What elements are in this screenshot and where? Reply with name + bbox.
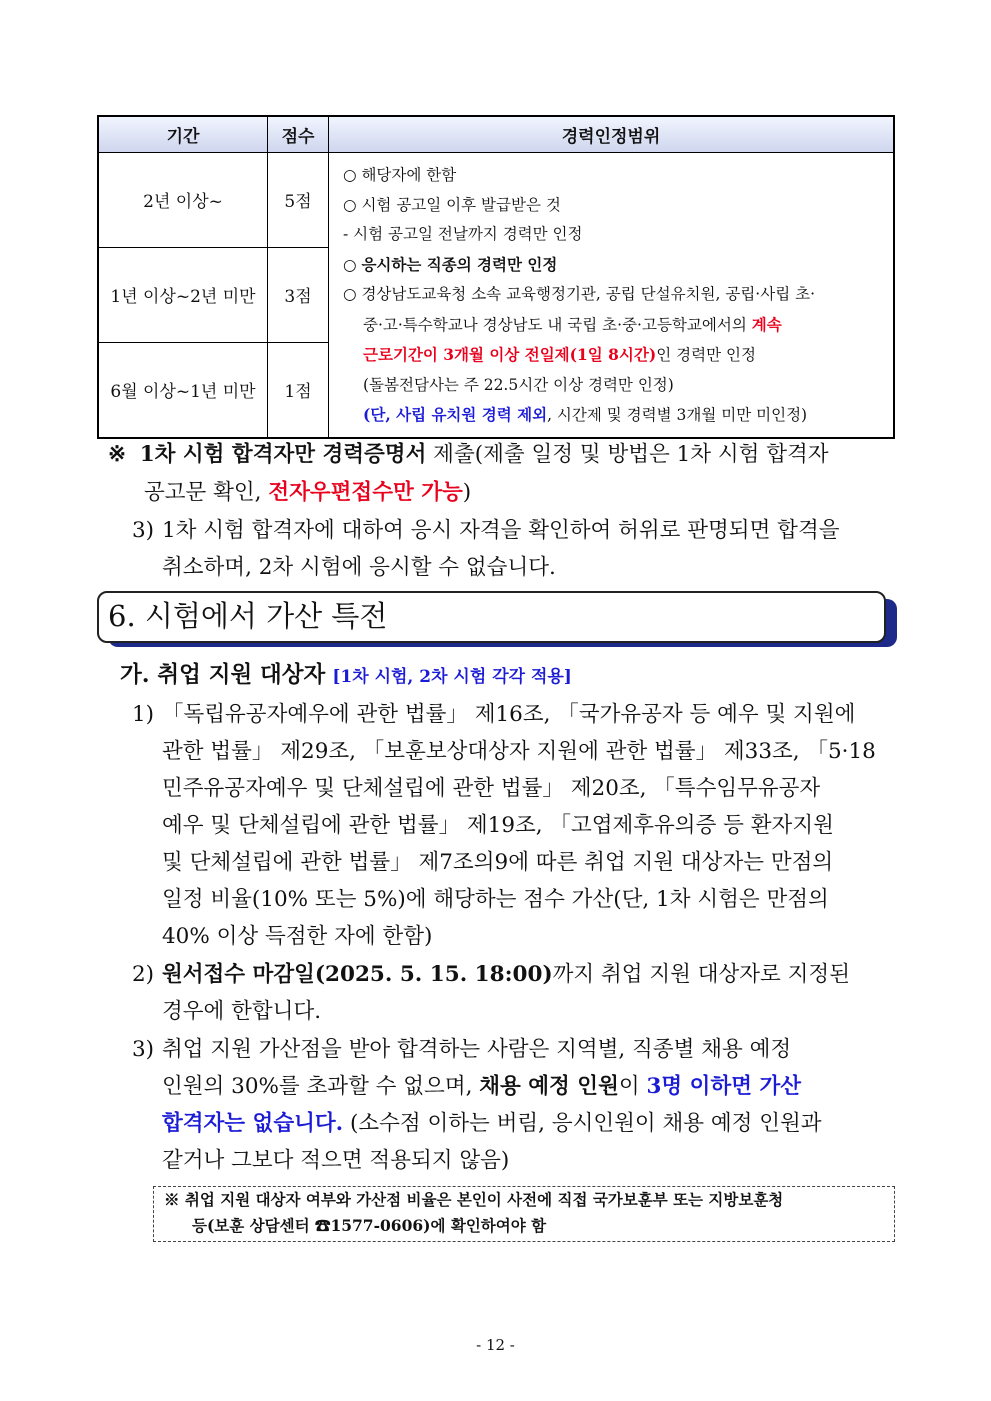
item3-number: 3): [132, 518, 155, 543]
career-table: [97, 115, 895, 439]
p2-line: 경우에 한합니다.: [162, 999, 322, 1024]
range-line: [343, 310, 883, 341]
p3-blue-text: 합격자는 없습니다.: [162, 1111, 344, 1136]
note-box: [153, 1186, 895, 1242]
table-row: [98, 153, 894, 248]
range-line: ○ 해당자에 한함: [343, 166, 457, 184]
range-line: ○ 시험 공고일 이후 발급받은 것: [343, 195, 561, 214]
period-cell: 6월 이상~1년 미만: [98, 342, 268, 437]
p1-number: 1): [132, 702, 155, 727]
notice-line-1: [108, 436, 829, 473]
range-cell: [329, 153, 895, 438]
p1-line: 「독립유공자예우에 관한 법률」 제16조, 「국가유공자 등 예우 및 지원에: [162, 702, 856, 727]
p1-line: 및 단체설립에 관한 법률」 제7조의9에 따른 취업 지원 대상자는 만점의: [162, 850, 834, 875]
range-red-text: 근로기간이 3개월 이상 전일제(1일 8시간): [363, 345, 657, 364]
p1-line: 관한 법률」 제29조, 「보훈보상대상자 지원에 관한 법률」 제33조, 「5·18: [162, 739, 876, 764]
score-cell: 5점: [268, 153, 329, 248]
range-line: - 시험 공고일 전날까지 경력만 인정: [343, 225, 583, 243]
p1-line: 민주유공자예우 및 단체설립에 관한 법률」 제20조, 「특수임무유공자: [162, 776, 821, 801]
notice-text: ): [462, 480, 472, 505]
page-number: - 12 -: [476, 1336, 515, 1354]
p2-number: 2): [132, 962, 155, 987]
range-line: (돌봄전담사는 주 22.5시간 이상 경력만 인정): [363, 375, 674, 394]
period-cell: 1년 이상~2년 미만: [98, 247, 268, 342]
range-emphasis: 응시하는 직종의 경력만 인정: [361, 254, 558, 274]
header-score: 점수: [268, 116, 329, 153]
header-period: 기간: [98, 116, 268, 153]
range-line: [343, 400, 883, 431]
subheading-tag: [1차 시험, 2차 시험 각각 적용]: [332, 667, 572, 687]
score-cell: 1점: [268, 342, 329, 437]
notice-mark: ※: [108, 442, 127, 467]
p3-body: [162, 1031, 822, 1179]
p1-line: 일정 비율(10% 또는 5%)에 해당하는 점수 가산(단, 1차 시험은 만점의: [162, 887, 829, 912]
period-cell: 2년 이상~: [98, 153, 268, 248]
p2-bold: 원서접수 마감일(2025. 5. 15. 18:00): [162, 962, 553, 987]
p1-line: 예우 및 단체설립에 관한 법률」 제19조, 「고엽제후유의증 등 환자지원: [162, 813, 834, 838]
score-cell: 3점: [268, 247, 329, 342]
p3-blue-text: 3명 이하면 가산: [646, 1074, 802, 1099]
subheading: [120, 658, 572, 694]
range-line: [343, 250, 883, 281]
p1-line: 40% 이상 득점한 자에 한함): [162, 924, 433, 949]
range-paren: (: [363, 405, 371, 424]
notice-bold: 1차 시험 합격자만 경력증명서: [139, 442, 427, 467]
range-line: ○ 경상남도교육청 소속 교육행정기관, 공립 단설유치원, 공립·사립 초·: [343, 285, 815, 303]
header-range: 경력인정범위: [329, 116, 895, 153]
notice-text: 공고문 확인,: [144, 480, 269, 505]
range-text: 중·고·특수학교나 경상남도 내 국립 초·중·고등학교에서의: [363, 315, 752, 334]
p3-line: [162, 1068, 822, 1105]
p2-line: [162, 956, 850, 993]
p2-text: 까지 취업 지원 대상자로 지정된: [552, 962, 850, 987]
table-header-row: [98, 116, 894, 153]
item3-line: 취소하며, 2차 시험에 응시할 수 없습니다.: [162, 555, 556, 580]
note-line: ※ 취업 지원 대상자 여부와 가산점 비율은 본인이 사전에 직접 국가보훈부 또는 지방보훈청: [164, 1190, 784, 1209]
section-title: 6. 시험에서 가산 특전: [108, 599, 388, 633]
note-line: 등(보훈 상담센터 ☎1577-0606)에 확인하여야 함: [192, 1216, 547, 1235]
notice-text: 제출(제출 일정 및 방법은 1차 시험 합격자: [426, 442, 829, 467]
p2-body: [162, 956, 850, 1030]
p1-body: [162, 696, 876, 955]
subheading-label: 가. 취업 지원 대상자: [120, 662, 326, 688]
p3-line: 같거나 그보다 적으면 적용되지 않음): [162, 1148, 510, 1173]
range-line: [343, 340, 883, 371]
range-text: 인 경력만 인정: [656, 346, 756, 364]
p3-text: 인원의 30%를 초과할 수 없으며,: [162, 1074, 480, 1099]
p3-line: 취업 지원 가산점을 받아 합격하는 사람은 지역별, 직종별 채용 예정: [162, 1037, 792, 1062]
notice-red-text: 전자우편접수만 가능: [268, 480, 463, 505]
range-blue-text: 단, 사립 유치원 경력 제외: [370, 405, 548, 424]
p3-number: 3): [132, 1037, 155, 1062]
p3-line: [162, 1105, 822, 1142]
item3-line: 1차 시험 합격자에 대하여 응시 자격을 확인하여 허위로 판명되면 합격을: [162, 518, 840, 543]
bullet: ○: [343, 255, 362, 274]
range-red-text: 계속: [751, 314, 782, 334]
notice-line-2: [144, 474, 471, 511]
range-text: , 시간제 및 경력별 3개월 미만 미인정): [547, 406, 808, 424]
p3-text: (소수점 이하는 버림, 응시인원이 채용 예정 인원과: [343, 1111, 822, 1136]
p3-bold: 채용 예정 인원: [479, 1074, 619, 1099]
p3-text: 이: [618, 1074, 647, 1099]
